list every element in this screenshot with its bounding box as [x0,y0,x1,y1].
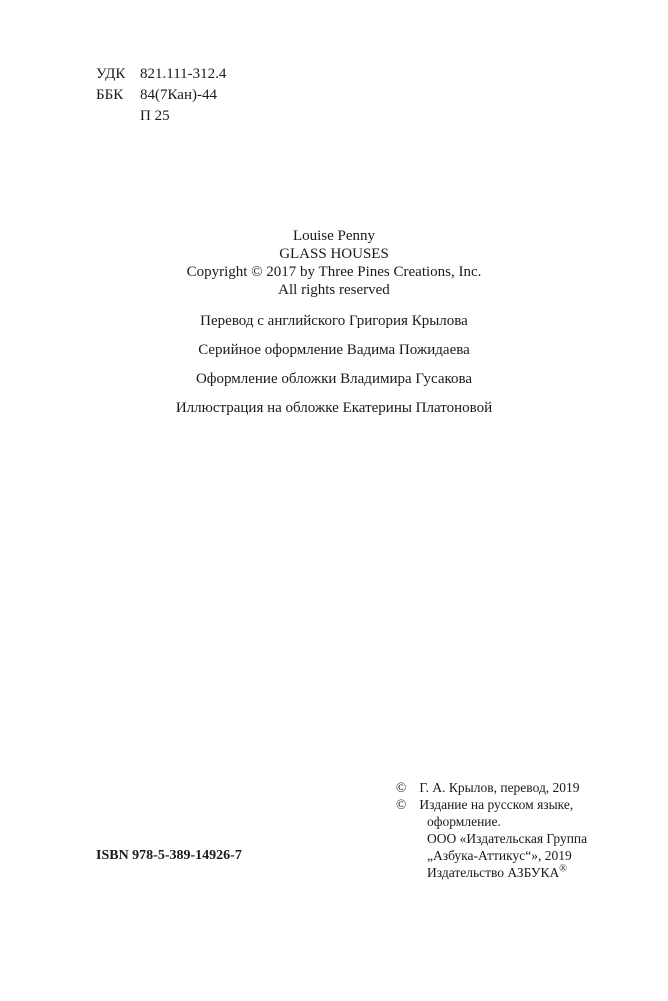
classification-block [96,64,226,127]
cover-illustration-credit: Иллюстрация на обложке Екатерины Платоновой [175,400,493,416]
translator-credit: Перевод с английского Григория Крылова [200,313,468,329]
udk-value: 821.111-312.4 [140,66,227,82]
isbn: ISBN 978-5-389-14926-7 [96,848,242,863]
edition-copyright-text: Издание на русском языке, [419,797,574,812]
registered-mark: ® [559,863,567,875]
copyright-notice: Copyright © 2017 by Three Pines Creations, Inc. [186,264,482,280]
publisher-line-3 [396,864,587,881]
translation-copyright [396,779,587,796]
udk-row [96,64,226,85]
bbk-label: ББК [96,87,124,103]
publisher-line-1: ООО «Издательская Группа [427,831,588,846]
translation-copyright-text: Г. А. Крылов, перевод, 2019 [419,780,580,795]
rights-notice: All rights reserved [278,282,390,298]
copyright-icon: © [396,797,407,812]
author-mark-row [96,106,226,127]
bbk-value: 84(7Кан)-44 [140,87,217,103]
bbk-row [96,85,226,106]
credits-block [0,227,668,417]
copyright-icon: © [396,780,407,795]
original-author: Louise Penny [292,228,376,244]
udk-label: УДК [96,66,126,82]
edition-copyright [396,796,587,813]
publisher-name: Издательство АЗБУКА [427,865,560,880]
series-design-credit: Серийное оформление Вадима Пожидаева [198,342,470,358]
cover-design-credit: Оформление обложки Владимира Гусакова [195,371,473,387]
author-mark: П 25 [140,108,170,124]
copyright-block [396,779,587,881]
edition-copyright-continued: оформление. [427,814,501,829]
original-title: GLASS HOUSES [279,246,389,262]
publisher-line-2: „Азбука-Аттикус“», 2019 [427,848,572,863]
